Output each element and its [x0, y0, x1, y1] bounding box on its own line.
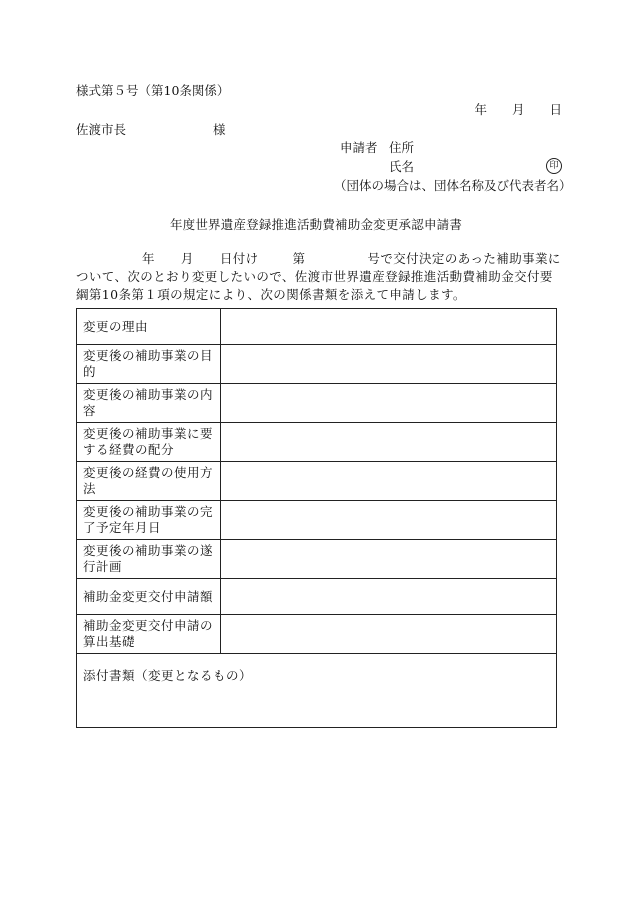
group-note: （団体の場合は、団体名称及び代表者名）: [334, 178, 572, 193]
table-row: [77, 615, 557, 654]
row-label: 変更後の補助事業に要する経費の配分: [77, 423, 221, 462]
table-row: [77, 384, 557, 423]
attachments-row: [77, 654, 557, 728]
row-value[interactable]: [221, 540, 557, 579]
row-value[interactable]: [221, 501, 557, 540]
seal-icon: 印: [546, 158, 562, 174]
row-value[interactable]: [221, 615, 557, 654]
row-label: 変更後の補助事業の目的: [77, 345, 221, 384]
body-paragraph: [76, 250, 565, 304]
applicant-label: 申請者: [340, 140, 378, 155]
addressee: 佐渡市長: [76, 122, 127, 137]
table-row: [77, 462, 557, 501]
date-line: 年 月 日: [474, 102, 562, 117]
row-label: 補助金変更交付申請額: [77, 579, 221, 615]
table-row: [77, 579, 557, 615]
table-row: [77, 501, 557, 540]
row-value[interactable]: [221, 384, 557, 423]
body-number-prefix: 第: [292, 251, 306, 266]
row-value[interactable]: [221, 309, 557, 345]
body-year: 年: [142, 251, 155, 266]
application-table: [76, 308, 557, 728]
table-row: [77, 345, 557, 384]
row-label: 補助金変更交付申請の算出基礎: [77, 615, 221, 654]
body-day-dated: 日付け: [219, 251, 259, 266]
table-row: [77, 309, 557, 345]
name-label: 氏名: [389, 159, 415, 174]
body-month: 月: [180, 251, 194, 266]
attachments-field[interactable]: [77, 654, 557, 728]
table-row: [77, 540, 557, 579]
row-label: 変更の理由: [77, 309, 221, 345]
row-label: 変更後の経費の使用方法: [77, 462, 221, 501]
form-number: 様式第５号（第10条関係）: [76, 83, 230, 98]
row-label: 変更後の補助事業の内容: [77, 384, 221, 423]
honorific: 様: [213, 122, 226, 137]
document-title: 年度世界遺産登録推進活動費補助金変更承認申請書: [169, 217, 463, 232]
row-value[interactable]: [221, 579, 557, 615]
row-label: 変更後の補助事業の遂行計画: [77, 540, 221, 579]
row-value[interactable]: [221, 423, 557, 462]
address-label: 住所: [389, 140, 415, 155]
body-sentence: 号で交付決定のあった補助事業について、次のとおり変更したいので、佐渡市世界遺産登録推進活動費補助金交付要綱第10条第１項の規定により、次の関係書類を添えて申請します。: [76, 251, 561, 302]
table-row: [77, 423, 557, 462]
row-value[interactable]: [221, 462, 557, 501]
row-label: 変更後の補助事業の完了予定年月日: [77, 501, 221, 540]
row-value[interactable]: [221, 345, 557, 384]
attachments-label: 添付書類（変更となるもの）: [83, 668, 253, 683]
